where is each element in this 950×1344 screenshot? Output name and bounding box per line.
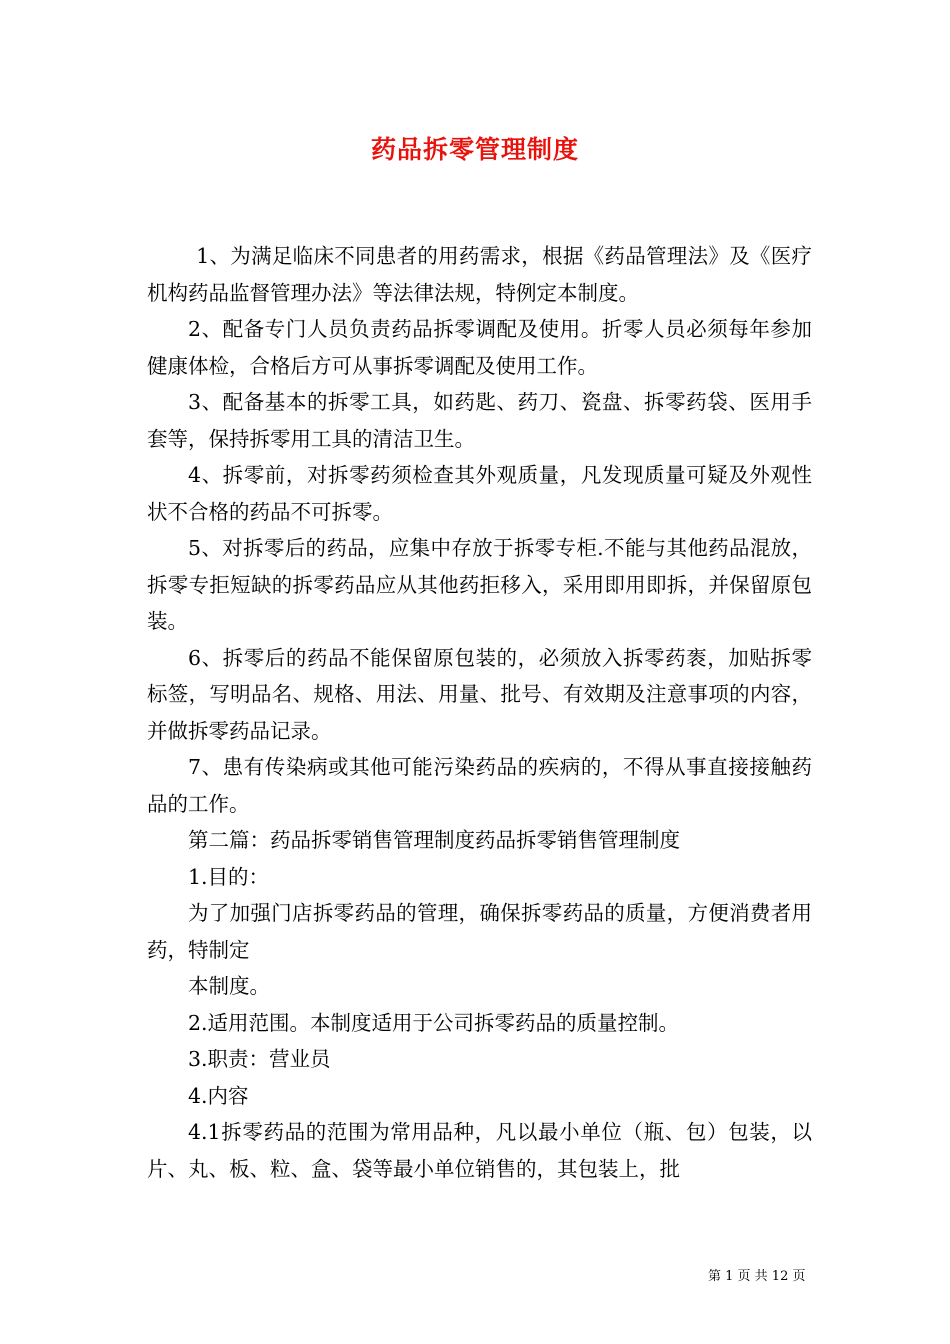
- heading-content: 4.内容: [188, 1083, 249, 1108]
- section-heading-part-two: 第二篇：药品拆零销售管理制度药品拆零销售管理制度: [188, 828, 680, 852]
- paragraph-5: 5、对拆零后的药品，应集中存放于拆零专柜.不能与其他药品混放，拆零专拒短缺的拆零药品应从其他药拒移入，采用即用即拆，并保留原包装。: [147, 536, 812, 633]
- paragraph-scope: 2.适用范围。本制度适用于公司拆零药品的质量控制。: [188, 1010, 680, 1035]
- paragraph-purpose-end: 本制度。: [188, 974, 270, 998]
- paragraph-4: 4、拆零前，对拆零药须检查其外观质量，凡发现质量可疑及外观性状不合格的药品不可拆零。: [147, 463, 812, 524]
- paragraph-1: 1、为满足临床不同患者的用药需求，根据《药品管理法》及《医疗机构药品监督管理办法》等法律法规，特例定本制度。: [147, 244, 812, 305]
- paragraph-4-1: 4.1拆零药品的范围为常用品种，凡以最小单位（瓶、包）包装，以片、丸、板、粒、盒、袋等最小单位销售的，其包装上，批: [147, 1120, 812, 1181]
- paragraph-3: 3、配备基本的拆零工具，如药匙、药刀、瓷盘、拆零药袋、医用手套等，保持拆零用工具的清洁卫生。: [147, 390, 812, 451]
- document-title: 药品拆零管理制度: [370, 135, 579, 164]
- paragraph-2: 2、配备专门人员负责药品拆零调配及使用。折零人员必须每年参加健康体检，合格后方可从事拆零调配及使用工作。: [147, 317, 812, 378]
- paragraph-duties: 3.职责：营业员: [188, 1047, 331, 1071]
- paragraph-6: 6、拆零后的药品不能保留原包装的，必须放入拆零药袠，加贴拆零标签，写明品名、规格、用法、用量、批号、有效期及注意事项的内容，并做拆零药品记录。: [147, 645, 812, 743]
- paragraph-purpose: 为了加强门店拆零药品的管理，确保拆零药品的质量，方便消费者用药，特制定: [147, 901, 812, 962]
- page-number-footer: 第 1 页 共 12 页: [708, 1269, 806, 1284]
- heading-purpose: 1.目的：: [188, 864, 270, 889]
- paragraph-7: 7、患有传染病或其他可能污染药品的疾病的，不得从事直接接触药品的工作。: [147, 755, 812, 816]
- document-body: [147, 238, 812, 1187]
